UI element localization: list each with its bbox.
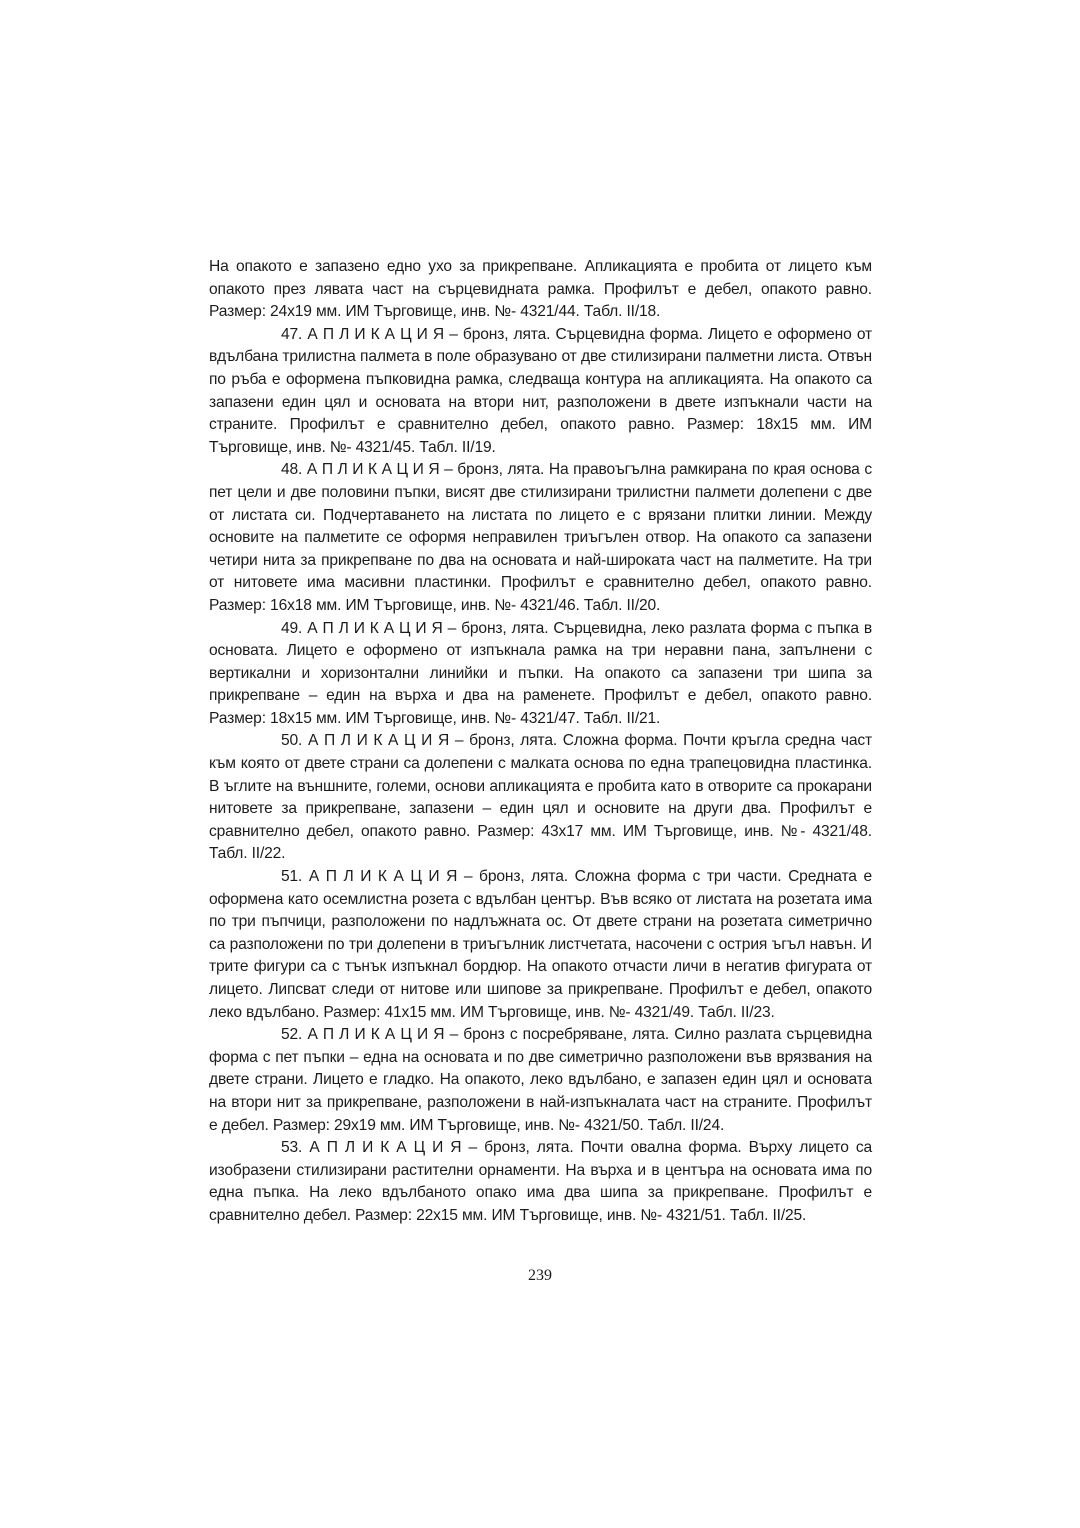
entry-53: 53. А П Л И К А Ц И Я – бронз, лята. Почти овална форма. Върху лицето са изобразени стилизирани растителни орнаменти. На върха и в центъра на основата има по една пъпка. На леко вдълбаното опако има два шипа за прикрепване. Профилът е сравнително дебел. Размер: 22х15 мм. ИМ Търговище, инв. №- 4321/51. Табл. II/25.	[209, 1139, 872, 1224]
entry-49: 49. А П Л И К А Ц И Я – бронз, лята. Сърцевидна, леко разлата форма с пъпка в основата. Лицето е оформено от изпъкнала рамка на три неравни пана, запълнени с вертикални и хоризонтални линийки и пъпки. На опакото са запазени три шипа за прикрепване – един на върха и два на раменете. Профилът е дебел, опакото равно. Размер: 18х15 мм. ИМ Търговище, инв. №- 4321/47. Табл. II/21.	[209, 619, 872, 727]
entry-50: 50. А П Л И К А Ц И Я – бронз, лята. Сложна форма. Почти кръгла средна част към която от двете страни са долепени с малката основа по една трапецовидна пластинка. В ъглите на външните, големи, основи апликацията е пробита като в отворите са прокарани нитовете за прикрепване, запазени – един цял и основите на други два. Профилът е сравнително дебел, опакото равно. Размер: 43х17 мм. ИМ Търговище, инв. №- 4321/48. Табл. II/22.	[209, 732, 872, 863]
entry-51: 51. А П Л И К А Ц И Я – бронз, лята. Сложна форма с три части. Средната е оформена като осемлистна розета с вдълбан център. Във всяко от листата на розетата има по три пъпчици, разположени по надлъжната ос. От двете страни на розетата симетрично са разположени по три долепени в триъгълник листчетата, насочени с острия ъгъл навън. И трите фигури са с тънък изпъкнал бордюр. На опакото отчасти личи в негатив фигурата от лицето. Липсват следи от нитове или шипове за прикрепване. Профилът е дебел, опакото леко вдълбано. Размер: 41х15 мм. ИМ Търговище, инв. №- 4321/49. Табл. II/23.	[209, 868, 872, 1021]
entry-52: 52. А П Л И К А Ц И Я – бронз с посребряване, лята. Силно разлата сърцевидна форма с пет пъпки – една на основата и по две симетрично разположени във врязвания на двете страни. Лицето е гладко. На опакото, леко вдълбано, е запазен един цял и основата на втори нит за прикрепване, разположени в най-изпъкналата част на страните. Профилът е дебел. Размер: 29х19 мм. ИМ Търговище, инв. №- 4321/50. Табл. II/24.	[209, 1026, 872, 1134]
page-number: 239	[528, 1267, 552, 1284]
entry-48: 48. А П Л И К А Ц И Я – бронз, лята. На правоъгълна рамкирана по края основа с пет цели и две половини пъпки, висят две стилизирани трилистни палмети долепени с две от листата си. Подчертаването на листата по лицето е с врязани плитки линии. Между основите на палметите се оформя неправилен триъгълен отвор. На опакото са запазени четири нита за прикрепване по два на основата и най-широката част на палметите. На три от нитовете има масивни пластинки. Профилът е сравнително дебел, опакото равно. Размер: 16х18 мм. ИМ Търговище, инв. №- 4321/46. Табл. II/20.	[209, 461, 872, 614]
body-text	[209, 256, 872, 1228]
paragraph-continuation: На опакото е запазено едно ухо за прикрепване. Апликацията е пробита от лицето към опакото през лявата част на сърцевидната рамка. Профилът е дебел, опакото равно. Размер: 24х19 мм. ИМ Търговище, инв. №- 4321/44. Табл. II/18.	[209, 258, 872, 321]
entry-47: 47. А П Л И К А Ц И Я – бронз, лята. Сърцевидна форма. Лицето е оформено от вдълбана трилистна палмета в поле образувано от две стилизирани палметни листа. Отвън по ръба е оформена пъпковидна рамка, следваща контура на апликацията. На опакото са запазени един цял и основата на втори нит, разположени в двете изпъкнали части на страните. Профилът е сравнително дебел, опакото равно. Размер: 18х15 мм. ИМ Търговище, инв. №- 4321/45. Табл. II/19.	[209, 325, 872, 456]
